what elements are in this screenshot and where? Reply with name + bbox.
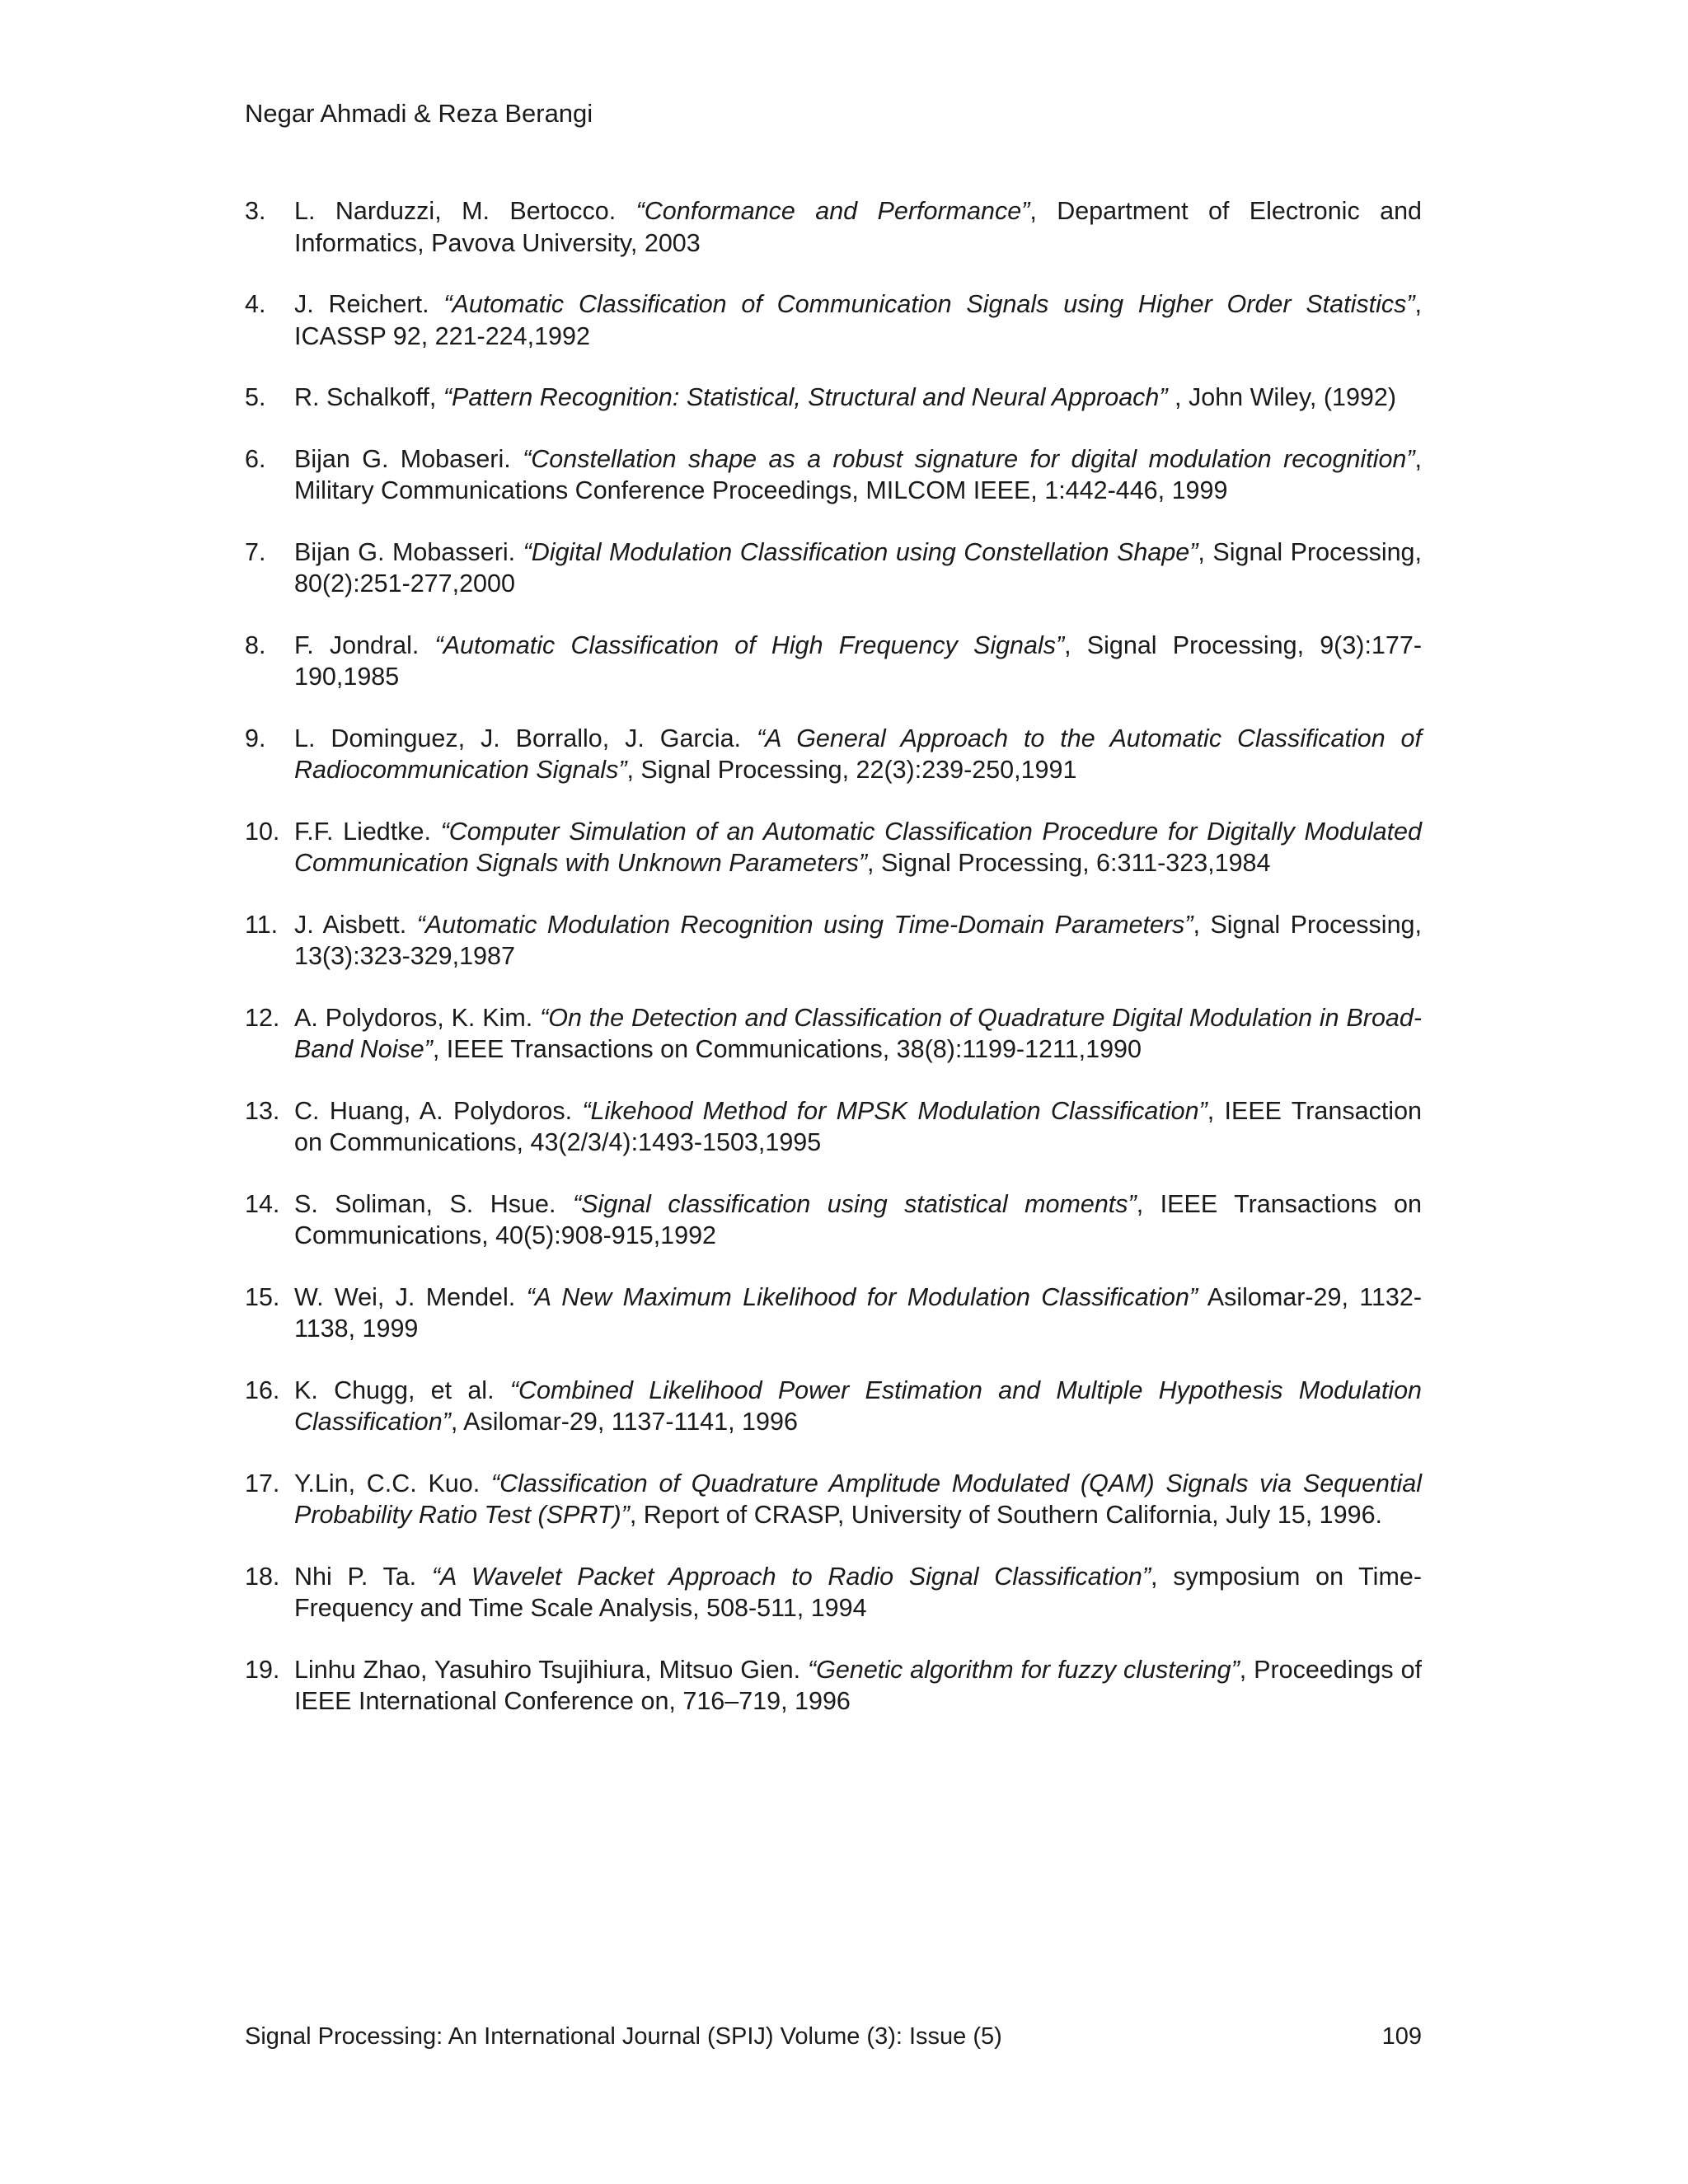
reference-authors: J. Aisbett. bbox=[294, 910, 417, 939]
reference-number: 16. bbox=[245, 1376, 280, 1404]
reference-title: “Automatic Classification of Communication Signals using Higher Order Statistics” bbox=[443, 290, 1415, 318]
reference-number: 10. bbox=[245, 817, 280, 846]
reference-source: , Signal Processing, 80(2):251-277,2000 bbox=[294, 537, 1422, 598]
reference-item bbox=[245, 723, 1422, 786]
reference-number: 9. bbox=[245, 724, 266, 752]
reference-source: , Signal Processing, 13(3):323-329,1987 bbox=[294, 910, 1422, 970]
reference-source: , Department of Electronic and Informatics, Pavova University, 2003 bbox=[294, 197, 1422, 257]
reference-number: 15. bbox=[245, 1282, 280, 1311]
reference-source: , Asilomar-29, 1137-1141, 1996 bbox=[450, 1408, 798, 1436]
reference-source: Asilomar-29, 1132-1138, 1999 bbox=[294, 1282, 1423, 1343]
reference-number: 3. bbox=[245, 197, 266, 225]
reference-authors: J. Reichert. bbox=[294, 290, 444, 318]
reference-title: “Conformance and Performance” bbox=[635, 197, 1030, 225]
reference-authors: Bijan G. Mobasseri. bbox=[294, 537, 523, 566]
reference-source: , Proceedings of IEEE International Conference on, 716–719, 1996 bbox=[294, 1655, 1423, 1715]
reference-item bbox=[245, 288, 1422, 352]
reference-title: “On the Detection and Classification of Quadrature Digital Modulation in Broad-Band Noise” bbox=[294, 1003, 1422, 1063]
reference-authors: Bijan G. Mobaseri. bbox=[294, 444, 523, 473]
reference-title: “Constellation shape as a robust signature for digital modulation recognition” bbox=[523, 444, 1415, 473]
reference-title: “Signal classification using statistical moments” bbox=[572, 1189, 1137, 1218]
reference-authors: F.F. Liedtke. bbox=[294, 817, 441, 846]
reference-source: , IEEE Transaction on Communications, 43(2/3/4):1493-1503,1995 bbox=[294, 1096, 1422, 1156]
reference-source: , Signal Processing, 6:311-323,1984 bbox=[867, 849, 1271, 877]
reference-item bbox=[245, 1468, 1422, 1531]
reference-number: 11. bbox=[245, 910, 279, 939]
reference-authors: K. Chugg, et al. bbox=[294, 1376, 510, 1404]
reference-authors: Nhi P. Ta. bbox=[294, 1562, 432, 1591]
page-number: 109 bbox=[1381, 2023, 1422, 2050]
reference-item bbox=[245, 537, 1422, 600]
reference-item bbox=[245, 1654, 1422, 1718]
reference-authors: L. Dominguez, J. Borrallo, J. Garcia. bbox=[294, 724, 757, 752]
reference-item bbox=[245, 195, 1422, 259]
reference-authors: R. Schalkoff, bbox=[294, 383, 443, 411]
reference-title: “Combined Likelihood Power Estimation and Multiple Hypothesis Modulation Classification” bbox=[294, 1376, 1422, 1436]
footer-journal: Signal Processing: An International Journal (SPIJ) Volume (3): Issue (5) bbox=[245, 2023, 1002, 2050]
reference-item bbox=[245, 1002, 1422, 1066]
reference-source: , Signal Processing, 9(3):177-190,1985 bbox=[294, 630, 1422, 691]
reference-item bbox=[245, 1095, 1422, 1159]
reference-authors: S. Soliman, S. Hsue. bbox=[294, 1189, 573, 1218]
reference-number: 17. bbox=[245, 1469, 280, 1497]
reference-number: 19. bbox=[245, 1655, 280, 1684]
reference-item bbox=[245, 1188, 1422, 1252]
reference-source: , IEEE Transactions on Communications, 38(8):1199-1211,1990 bbox=[432, 1035, 1142, 1063]
reference-authors: C. Huang, A. Polydoros. bbox=[294, 1096, 583, 1125]
reference-number: 8. bbox=[245, 630, 266, 659]
reference-number: 4. bbox=[245, 290, 266, 318]
reference-source: , Report of CRASP, University of Southern California, July 15, 1996. bbox=[629, 1501, 1383, 1529]
reference-source: , IEEE Transactions on Communications, 40(5):908-915,1992 bbox=[294, 1189, 1422, 1249]
reference-authors: A. Polydoros, K. Kim. bbox=[294, 1003, 541, 1032]
reference-authors: Y.Lin, C.C. Kuo. bbox=[294, 1469, 491, 1497]
reference-source: , symposium on Time-Frequency and Time Scale Analysis, 508-511, 1994 bbox=[294, 1562, 1422, 1622]
reference-source: , John Wiley, (1992) bbox=[1167, 383, 1396, 411]
reference-source: , Signal Processing, 22(3):239-250,1991 bbox=[626, 756, 1077, 784]
reference-authors: W. Wei, J. Mendel. bbox=[294, 1282, 527, 1311]
reference-title: “Digital Modulation Classification using Constellation Shape” bbox=[523, 537, 1198, 566]
reference-list bbox=[245, 195, 1422, 1747]
reference-title: “Genetic algorithm for fuzzy clustering” bbox=[808, 1655, 1240, 1684]
reference-item bbox=[245, 630, 1422, 693]
reference-source: , ICASSP 92, 221-224,1992 bbox=[294, 290, 1422, 350]
reference-authors: F. Jondral. bbox=[294, 630, 435, 659]
reference-title: “A Wavelet Packet Approach to Radio Signal Classification” bbox=[431, 1562, 1151, 1591]
reference-title: “A General Approach to the Automatic Classification of Radiocommunication Signals” bbox=[294, 724, 1422, 784]
reference-authors: L. Narduzzi, M. Bertocco. bbox=[294, 197, 636, 225]
reference-item bbox=[245, 909, 1422, 972]
reference-item bbox=[245, 443, 1422, 507]
running-header: Negar Ahmadi & Reza Berangi bbox=[245, 99, 593, 128]
reference-item bbox=[245, 382, 1422, 414]
reference-authors: Linhu Zhao, Yasuhiro Tsujihiura, Mitsuo Gien. bbox=[294, 1655, 809, 1684]
reference-item bbox=[245, 1561, 1422, 1624]
reference-title: “Automatic Classification of High Frequency Signals” bbox=[434, 630, 1065, 659]
reference-number: 18. bbox=[245, 1562, 280, 1591]
reference-number: 13. bbox=[245, 1096, 280, 1125]
reference-item bbox=[245, 1282, 1422, 1345]
reference-source: , Military Communications Conference Proceedings, MILCOM IEEE, 1:442-446, 1999 bbox=[294, 444, 1423, 504]
reference-number: 6. bbox=[245, 444, 266, 473]
reference-item bbox=[245, 1375, 1422, 1438]
reference-number: 7. bbox=[245, 537, 266, 566]
reference-title: “Pattern Recognition: Statistical, Structural and Neural Approach” bbox=[443, 383, 1168, 411]
reference-number: 5. bbox=[245, 383, 266, 411]
reference-title: “Likehood Method for MPSK Modulation Classification” bbox=[582, 1096, 1207, 1125]
reference-title: “Computer Simulation of an Automatic Classification Procedure for Digitally Modulated Communication Signals with Unknown Parameters” bbox=[294, 817, 1422, 877]
reference-title: “Automatic Modulation Recognition using Time-Domain Parameters” bbox=[416, 910, 1193, 939]
reference-number: 14. bbox=[245, 1189, 280, 1218]
reference-number: 12. bbox=[245, 1003, 280, 1032]
reference-item bbox=[245, 816, 1422, 879]
reference-title: “Classification of Quadrature Amplitude Modulated (QAM) Signals via Sequential Probability Ratio Test (SPRT)” bbox=[294, 1469, 1422, 1529]
reference-title: “A New Maximum Likelihood for Modulation Classification” bbox=[526, 1282, 1198, 1311]
